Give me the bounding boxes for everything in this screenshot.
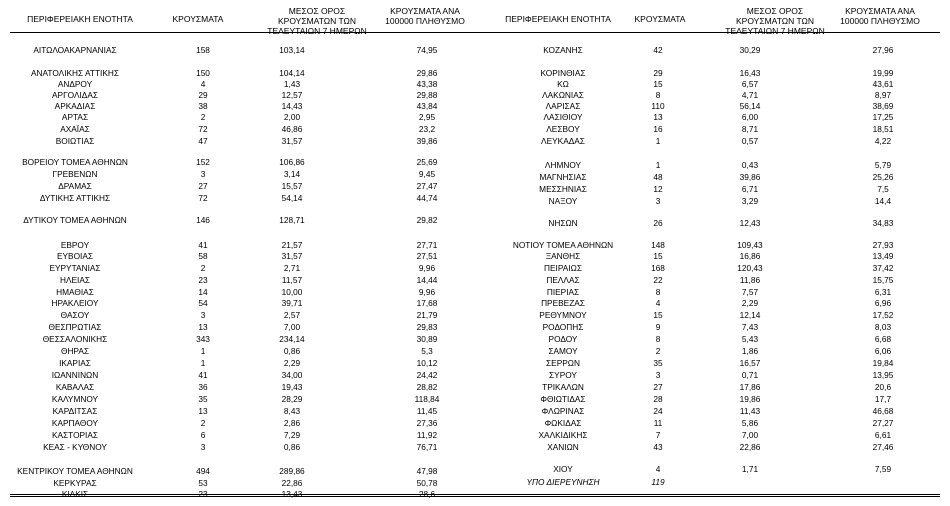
right-row-27-name: ΦΛΩΡΙΝΑΣ — [541, 406, 585, 416]
left-row-25-cases: 36 — [198, 382, 208, 392]
right-row-27-cases: 24 — [653, 406, 663, 416]
right-row-12-name: ΝΗΣΩΝ — [548, 218, 578, 228]
left-row-21-cases: 343 — [196, 334, 210, 344]
right-row-25-cases: 27 — [653, 382, 663, 392]
left-row-4-name: ΑΡΚΑΔΙΑΣ — [54, 101, 96, 111]
left-row-28-cases: 2 — [200, 418, 206, 428]
left-row-11-name: ΔΥΤΙΚΗΣ ΑΤΤΙΚΗΣ — [39, 193, 111, 203]
right-row-31-per100k: 7,59 — [874, 464, 892, 474]
right-row-12-cases: 26 — [653, 218, 663, 228]
right-row-2-avg: 6,57 — [741, 79, 759, 89]
left-row-10-per100k: 27,47 — [416, 181, 438, 191]
right-row-31-cases: 4 — [655, 464, 661, 474]
footer-rule — [10, 494, 940, 495]
left-row-26-avg: 28,29 — [281, 394, 303, 404]
right-row-8-cases: 1 — [655, 160, 661, 170]
left-row-13-name: ΕΒΡΟΥ — [60, 240, 90, 250]
left-row-14-avg: 31,57 — [281, 251, 303, 261]
left-row-20-per100k: 29,83 — [416, 322, 438, 332]
left-row-17-name: ΗΜΑΘΙΑΣ — [56, 287, 94, 297]
right-row-4-avg: 56,14 — [739, 101, 761, 111]
right-row-8-per100k: 5,79 — [874, 160, 892, 170]
left-row-7-per100k: 39,86 — [416, 136, 438, 146]
left-row-0-cases: 158 — [196, 45, 210, 55]
right-row-28-avg: 5,86 — [741, 418, 759, 428]
left-row-31-avg: 289,86 — [279, 466, 305, 476]
left-row-9-name: ΓΡΕΒΕΝΩΝ — [52, 169, 98, 179]
right-row-14-avg: 16,86 — [739, 251, 761, 261]
left-row-11-avg: 54,14 — [281, 193, 303, 203]
right-row-22-per100k: 6,06 — [874, 346, 892, 356]
right-row-20-cases: 9 — [655, 322, 661, 332]
left-row-5-per100k: 2,95 — [418, 112, 436, 122]
right-row-19-per100k: 17,52 — [872, 310, 894, 320]
left-row-32-name: ΚΕΡΚΥΡΑΣ — [53, 478, 97, 488]
left-row-31-cases: 494 — [196, 466, 210, 476]
right-row-13-per100k: 27,93 — [872, 240, 894, 250]
left-row-15-cases: 2 — [200, 263, 206, 273]
right-row-4-name: ΛΑΡΙΣΑΣ — [545, 101, 581, 111]
left-row-23-avg: 2,29 — [283, 358, 301, 368]
right-row-5-cases: 13 — [653, 112, 663, 122]
right-row-21-name: ΡΟΔΟΥ — [548, 334, 578, 344]
left-row-28-name: ΚΑΡΠΑΘΟΥ — [51, 418, 99, 428]
right-row-28-per100k: 27,27 — [872, 418, 894, 428]
left-row-30-avg: 0,86 — [283, 442, 301, 452]
left-row-18-avg: 39,71 — [281, 298, 303, 308]
left-row-22-name: ΘΗΡΑΣ — [60, 346, 90, 356]
right-row-15-avg: 120,43 — [737, 263, 763, 273]
left-row-33-name: ΚΙΛΚΙΣ — [61, 489, 89, 499]
right-row-23-name: ΣΕΡΡΩΝ — [546, 358, 580, 368]
header-rule — [10, 32, 940, 33]
left-row-32-cases: 53 — [198, 478, 208, 488]
right-row-7-avg: 0,57 — [741, 136, 759, 146]
left-row-26-cases: 35 — [198, 394, 208, 404]
right-row-20-name: ΡΟΔΟΠΗΣ — [542, 322, 584, 332]
right-row-0-avg: 30,29 — [739, 45, 761, 55]
right-row-7-cases: 1 — [655, 136, 661, 146]
left-header-name: ΠΕΡΙΦΕΡΕΙΑΚΗ ΕΝΟΤΗΤΑ — [27, 14, 133, 24]
right-row-22-cases: 2 — [655, 346, 661, 356]
right-row-26-avg: 19,86 — [739, 394, 761, 404]
left-row-29-cases: 6 — [200, 430, 206, 440]
left-row-13-avg: 21,57 — [281, 240, 303, 250]
left-row-28-avg: 2,86 — [283, 418, 301, 428]
left-row-22-per100k: 5,3 — [421, 346, 433, 356]
left-row-1-per100k: 29,86 — [416, 68, 438, 78]
left-row-31-name: ΚΕΝΤΡΙΚΟΥ ΤΟΜΕΑ ΑΘΗΝΩΝ — [17, 466, 133, 476]
right-row-19-cases: 15 — [653, 310, 663, 320]
left-row-18-cases: 54 — [198, 298, 208, 308]
right-row-12-per100k: 34,83 — [872, 218, 894, 228]
right-row-10-name: ΜΕΣΣΗΝΙΑΣ — [539, 184, 587, 194]
right-row-18-name: ΠΡΕΒΕΖΑΣ — [541, 298, 585, 308]
left-row-14-cases: 58 — [198, 251, 208, 261]
left-row-5-cases: 2 — [200, 112, 206, 122]
right-row-17-per100k: 6,31 — [874, 287, 892, 297]
left-row-21-name: ΘΕΣΣΑΛΟΝΙΚΗΣ — [42, 334, 108, 344]
left-row-9-per100k: 9,45 — [418, 169, 436, 179]
right-row-23-avg: 16,57 — [739, 358, 761, 368]
right-row-17-cases: 8 — [655, 287, 661, 297]
left-row-18-per100k: 17,68 — [416, 298, 438, 308]
left-row-2-cases: 4 — [200, 79, 206, 89]
left-row-4-per100k: 43,84 — [416, 101, 438, 111]
left-row-25-avg: 19,43 — [281, 382, 303, 392]
left-row-10-cases: 27 — [198, 181, 208, 191]
right-header-cases: ΚΡΟΥΣΜΑΤΑ — [634, 14, 686, 24]
left-row-32-per100k: 50,78 — [416, 478, 438, 488]
right-row-7-per100k: 4,22 — [874, 136, 892, 146]
left-row-14-per100k: 27,51 — [416, 251, 438, 261]
left-row-1-cases: 150 — [196, 68, 210, 78]
left-row-26-per100k: 118,84 — [414, 394, 440, 404]
left-row-6-name: ΑΧΑΪΑΣ — [60, 124, 90, 134]
left-row-8-per100k: 25,69 — [416, 157, 438, 167]
left-row-14-name: ΕΥΒΟΙΑΣ — [56, 251, 94, 261]
right-row-11-cases: 3 — [655, 196, 661, 206]
right-row-16-name: ΠΕΛΛΑΣ — [546, 275, 580, 285]
right-row-29-per100k: 6,61 — [874, 430, 892, 440]
left-row-24-name: ΙΩΑΝΝΙΝΩΝ — [51, 370, 99, 380]
left-row-30-name: ΚΕΑΣ - ΚΥΘΝΟΥ — [43, 442, 107, 452]
right-row-10-cases: 12 — [653, 184, 663, 194]
right-row-32-cases: 119 — [651, 477, 665, 487]
right-row-29-avg: 7,00 — [741, 430, 759, 440]
right-row-0-cases: 42 — [653, 45, 663, 55]
right-row-6-name: ΛΕΣΒΟΥ — [546, 124, 580, 134]
left-row-23-per100k: 10,12 — [416, 358, 438, 368]
right-row-4-per100k: 38,69 — [872, 101, 894, 111]
right-row-10-per100k: 7,5 — [877, 184, 889, 194]
left-row-32-avg: 22,86 — [281, 478, 303, 488]
right-row-5-name: ΛΑΣΙΘΙΟΥ — [543, 112, 583, 122]
left-row-3-cases: 29 — [198, 90, 208, 100]
left-row-13-cases: 41 — [198, 240, 208, 250]
right-row-29-name: ΧΑΛΚΙΔΙΚΗΣ — [538, 430, 588, 440]
right-row-20-per100k: 8,03 — [874, 322, 892, 332]
left-row-4-cases: 38 — [198, 101, 208, 111]
left-row-0-name: ΑΙΤΩΛΟΑΚΑΡΝΑΝΙΑΣ — [33, 45, 117, 55]
right-row-18-cases: 4 — [655, 298, 661, 308]
left-row-3-avg: 12,57 — [281, 90, 303, 100]
right-header-name: ΠΕΡΙΦΕΡΕΙΑΚΗ ΕΝΟΤΗΤΑ — [505, 14, 611, 24]
right-row-9-name: ΜΑΓΝΗΣΙΑΣ — [539, 172, 587, 182]
right-row-27-per100k: 46,68 — [872, 406, 894, 416]
right-row-20-avg: 7,43 — [741, 322, 759, 332]
right-row-6-avg: 8,71 — [741, 124, 759, 134]
left-row-8-avg: 106,86 — [279, 157, 305, 167]
right-row-21-cases: 8 — [655, 334, 661, 344]
right-row-11-avg: 3,29 — [741, 196, 759, 206]
right-row-24-name: ΣΥΡΟΥ — [549, 370, 577, 380]
right-row-24-per100k: 13,95 — [872, 370, 894, 380]
left-row-4-avg: 14,43 — [281, 101, 303, 111]
right-row-16-avg: 11,86 — [739, 275, 761, 285]
right-row-30-per100k: 27,46 — [872, 442, 894, 452]
left-row-10-avg: 15,57 — [281, 181, 303, 191]
left-row-25-per100k: 28,82 — [416, 382, 438, 392]
right-row-15-name: ΠΕΙΡΑΙΩΣ — [544, 263, 582, 273]
left-row-7-avg: 31,57 — [281, 136, 303, 146]
right-row-17-avg: 7,57 — [741, 287, 759, 297]
right-row-23-per100k: 19,84 — [872, 358, 894, 368]
left-row-11-cases: 72 — [198, 193, 208, 203]
right-row-22-name: ΣΑΜΟΥ — [548, 346, 578, 356]
right-row-3-avg: 4,71 — [741, 90, 759, 100]
left-row-17-avg: 10,00 — [281, 287, 303, 297]
footer-rule-double — [10, 496, 940, 497]
right-row-14-per100k: 13,49 — [872, 251, 894, 261]
right-row-13-avg: 109,43 — [737, 240, 763, 250]
right-row-11-per100k: 14,4 — [874, 196, 892, 206]
right-row-26-cases: 28 — [653, 394, 663, 404]
right-row-22-avg: 1,86 — [741, 346, 759, 356]
left-row-2-per100k: 43,38 — [416, 79, 438, 89]
left-header-cases: ΚΡΟΥΣΜΑΤΑ — [172, 14, 224, 24]
left-row-11-per100k: 44,74 — [416, 193, 438, 203]
left-row-31-per100k: 47,98 — [416, 466, 438, 476]
left-row-0-per100k: 74,95 — [416, 45, 438, 55]
right-row-13-cases: 148 — [651, 240, 665, 250]
right-row-25-name: ΤΡΙΚΑΛΩΝ — [542, 382, 584, 392]
left-row-20-name: ΘΕΣΠΡΩΤΙΑΣ — [48, 322, 102, 332]
left-row-29-name: ΚΑΣΤΟΡΙΑΣ — [51, 430, 99, 440]
left-row-24-cases: 41 — [198, 370, 208, 380]
left-row-23-name: ΙΚΑΡΙΑΣ — [59, 358, 91, 368]
right-row-12-avg: 12,43 — [739, 218, 761, 228]
left-row-18-name: ΗΡΑΚΛΕΙΟΥ — [51, 298, 99, 308]
left-row-17-per100k: 9,96 — [418, 287, 436, 297]
left-row-30-per100k: 76,71 — [416, 442, 438, 452]
left-row-23-cases: 1 — [200, 358, 206, 368]
right-row-27-avg: 11,43 — [739, 406, 761, 416]
left-row-21-avg: 234,14 — [279, 334, 305, 344]
left-row-27-cases: 13 — [198, 406, 208, 416]
left-row-15-per100k: 9,96 — [418, 263, 436, 273]
left-header-per100k: ΚΡΟΥΣΜΑΤΑ ΑΝΑ 100000 ΠΛΗΘΥΣΜΟ — [385, 6, 465, 26]
left-row-28-per100k: 27,36 — [416, 418, 438, 428]
left-row-19-name: ΘΑΣΟΥ — [60, 310, 90, 320]
left-row-15-avg: 2,71 — [283, 263, 301, 273]
right-row-3-cases: 8 — [655, 90, 661, 100]
right-row-14-cases: 15 — [653, 251, 663, 261]
right-row-11-name: ΝΑΞΟΥ — [548, 196, 578, 206]
left-row-9-avg: 3,14 — [283, 169, 301, 179]
right-row-26-per100k: 17,7 — [874, 394, 892, 404]
left-row-19-cases: 3 — [200, 310, 206, 320]
right-row-30-cases: 43 — [653, 442, 663, 452]
left-row-12-avg: 128,71 — [279, 215, 305, 225]
left-row-6-cases: 72 — [198, 124, 208, 134]
right-header-avg: ΜΕΣΟΣ ΟΡΟΣ ΚΡΟΥΣΜΑΤΩΝ ΤΩΝ ΤΕΛΕΥΤΑΙΩΝ 7 ΗΜΕΡΩΝ — [725, 6, 825, 36]
right-row-28-cases: 11 — [653, 418, 663, 428]
right-row-21-per100k: 6,68 — [874, 334, 892, 344]
right-row-8-name: ΛΗΜΝΟΥ — [544, 160, 582, 170]
right-row-1-avg: 16,43 — [739, 68, 761, 78]
right-row-2-cases: 15 — [653, 79, 663, 89]
right-row-8-avg: 0,43 — [741, 160, 759, 170]
right-row-19-avg: 12,14 — [739, 310, 761, 320]
left-row-27-name: ΚΑΡΔΙΤΣΑΣ — [52, 406, 98, 416]
left-row-29-avg: 7,29 — [283, 430, 301, 440]
right-row-19-name: ΡΕΘΥΜΝΟΥ — [539, 310, 587, 320]
right-row-13-name: ΝΟΤΙΟΥ ΤΟΜΕΑ ΑΘΗΝΩΝ — [512, 240, 614, 250]
right-row-30-avg: 22,86 — [739, 442, 761, 452]
left-row-19-per100k: 21,79 — [416, 310, 438, 320]
left-row-9-cases: 3 — [200, 169, 206, 179]
right-row-31-name: ΧΙΟΥ — [553, 464, 573, 474]
left-row-13-per100k: 27,71 — [416, 240, 438, 250]
left-row-24-avg: 34,00 — [281, 370, 303, 380]
right-row-23-cases: 35 — [653, 358, 663, 368]
right-row-25-avg: 17,86 — [739, 382, 761, 392]
left-row-16-name: ΗΛΕΙΑΣ — [59, 275, 91, 285]
left-row-16-avg: 11,57 — [281, 275, 303, 285]
left-row-16-cases: 23 — [198, 275, 208, 285]
left-row-20-avg: 7,00 — [283, 322, 301, 332]
right-row-15-per100k: 37,42 — [872, 263, 894, 273]
right-row-7-name: ΛΕΥΚΑΔΑΣ — [541, 136, 585, 146]
left-row-10-name: ΔΡΑΜΑΣ — [58, 181, 92, 191]
right-row-14-name: ΞΑΝΘΗΣ — [545, 251, 581, 261]
left-row-12-cases: 146 — [196, 215, 210, 225]
left-row-15-name: ΕΥΡΥΤΑΝΙΑΣ — [49, 263, 101, 273]
right-row-1-name: ΚΟΡΙΝΘΙΑΣ — [540, 68, 586, 78]
left-row-16-per100k: 14,44 — [416, 275, 438, 285]
left-row-27-avg: 8,43 — [283, 406, 301, 416]
left-row-27-per100k: 11,45 — [416, 406, 438, 416]
left-row-3-per100k: 29,88 — [416, 90, 438, 100]
left-row-5-avg: 2,00 — [283, 112, 301, 122]
right-row-18-avg: 2,29 — [741, 298, 759, 308]
left-row-12-name: ΔΥΤΙΚΟΥ ΤΟΜΕΑ ΑΘΗΝΩΝ — [23, 215, 127, 225]
left-header-avg: ΜΕΣΟΣ ΟΡΟΣ ΚΡΟΥΣΜΑΤΩΝ ΤΩΝ ΤΕΛΕΥΤΑΙΩΝ 7 ΗΜΕΡΩΝ — [267, 6, 367, 36]
right-row-1-per100k: 19,99 — [872, 68, 894, 78]
left-row-2-avg: 1,43 — [283, 79, 301, 89]
right-row-5-avg: 6,00 — [741, 112, 759, 122]
right-row-29-cases: 7 — [655, 430, 661, 440]
right-row-24-cases: 3 — [655, 370, 661, 380]
right-row-25-per100k: 20,6 — [874, 382, 892, 392]
left-row-30-cases: 3 — [200, 442, 206, 452]
right-row-21-avg: 5,43 — [741, 334, 759, 344]
left-row-3-name: ΑΡΓΟΛΙΔΑΣ — [52, 90, 98, 100]
right-row-28-name: ΦΩΚΙΔΑΣ — [544, 418, 582, 428]
left-row-33-avg: 13,43 — [281, 489, 303, 499]
left-row-22-avg: 0,86 — [283, 346, 301, 356]
right-row-0-per100k: 27,96 — [872, 45, 894, 55]
left-row-6-avg: 46,86 — [281, 124, 303, 134]
left-row-12-per100k: 29,82 — [416, 215, 438, 225]
right-row-3-per100k: 8,97 — [874, 90, 892, 100]
left-row-2-name: ΑΝΔΡΟΥ — [57, 79, 93, 89]
right-header-per100k: ΚΡΟΥΣΜΑΤΑ ΑΝΑ 100000 ΠΛΗΘΥΣΜΟ — [840, 6, 920, 26]
right-row-9-avg: 39,86 — [739, 172, 761, 182]
right-row-16-cases: 22 — [653, 275, 663, 285]
right-row-18-per100k: 6,96 — [874, 298, 892, 308]
left-row-7-name: ΒΟΙΩΤΙΑΣ — [55, 136, 95, 146]
left-row-19-avg: 2,57 — [283, 310, 301, 320]
right-row-32-name: ΥΠΟ ΔΙΕΡΕΥΝΗΣΗ — [526, 477, 600, 487]
right-row-2-name: ΚΩ — [557, 79, 569, 89]
left-row-1-avg: 104,14 — [279, 68, 305, 78]
right-row-31-avg: 1,71 — [741, 464, 759, 474]
left-row-5-name: ΑΡΤΑΣ — [61, 112, 89, 122]
left-row-6-per100k: 23,2 — [418, 124, 436, 134]
left-row-1-name: ΑΝΑΤΟΛΙΚΗΣ ΑΤΤΙΚΗΣ — [30, 68, 120, 78]
left-row-25-name: ΚΑΒΑΛΑΣ — [55, 382, 95, 392]
right-row-10-avg: 6,71 — [741, 184, 759, 194]
right-row-9-cases: 48 — [653, 172, 663, 182]
left-row-33-cases: 23 — [198, 489, 208, 499]
left-row-29-per100k: 11,92 — [416, 430, 438, 440]
left-row-8-name: ΒΟΡΕΙΟΥ ΤΟΜΕΑ ΑΘΗΝΩΝ — [22, 157, 128, 167]
left-row-24-per100k: 24,42 — [416, 370, 438, 380]
left-row-17-cases: 14 — [198, 287, 208, 297]
left-row-0-avg: 103,14 — [279, 45, 305, 55]
right-row-3-name: ΛΑΚΩΝΙΑΣ — [542, 90, 584, 100]
right-row-30-name: ΧΑΝΙΩΝ — [547, 442, 579, 452]
left-row-26-name: ΚΑΛΥΜΝΟΥ — [51, 394, 99, 404]
right-row-1-cases: 29 — [653, 68, 663, 78]
right-row-0-name: ΚΟΖΑΝΗΣ — [543, 45, 583, 55]
right-row-6-per100k: 18,51 — [872, 124, 894, 134]
right-row-6-cases: 16 — [653, 124, 663, 134]
left-row-8-cases: 152 — [196, 157, 210, 167]
right-row-16-per100k: 15,75 — [872, 275, 894, 285]
right-row-15-cases: 168 — [651, 263, 665, 273]
left-row-20-cases: 13 — [198, 322, 208, 332]
left-row-33-per100k: 28,6 — [418, 489, 436, 499]
right-row-2-per100k: 43,61 — [872, 79, 894, 89]
right-row-4-cases: 110 — [651, 101, 665, 111]
right-row-26-name: ΦΘΙΩΤΙΔΑΣ — [540, 394, 586, 404]
right-row-9-per100k: 25,26 — [872, 172, 894, 182]
right-row-17-name: ΠΙΕΡΙΑΣ — [546, 287, 580, 297]
left-row-7-cases: 47 — [198, 136, 208, 146]
left-row-21-per100k: 30,89 — [416, 334, 438, 344]
left-row-22-cases: 1 — [200, 346, 206, 356]
right-row-5-per100k: 17,25 — [872, 112, 894, 122]
right-row-24-avg: 0,71 — [741, 370, 759, 380]
